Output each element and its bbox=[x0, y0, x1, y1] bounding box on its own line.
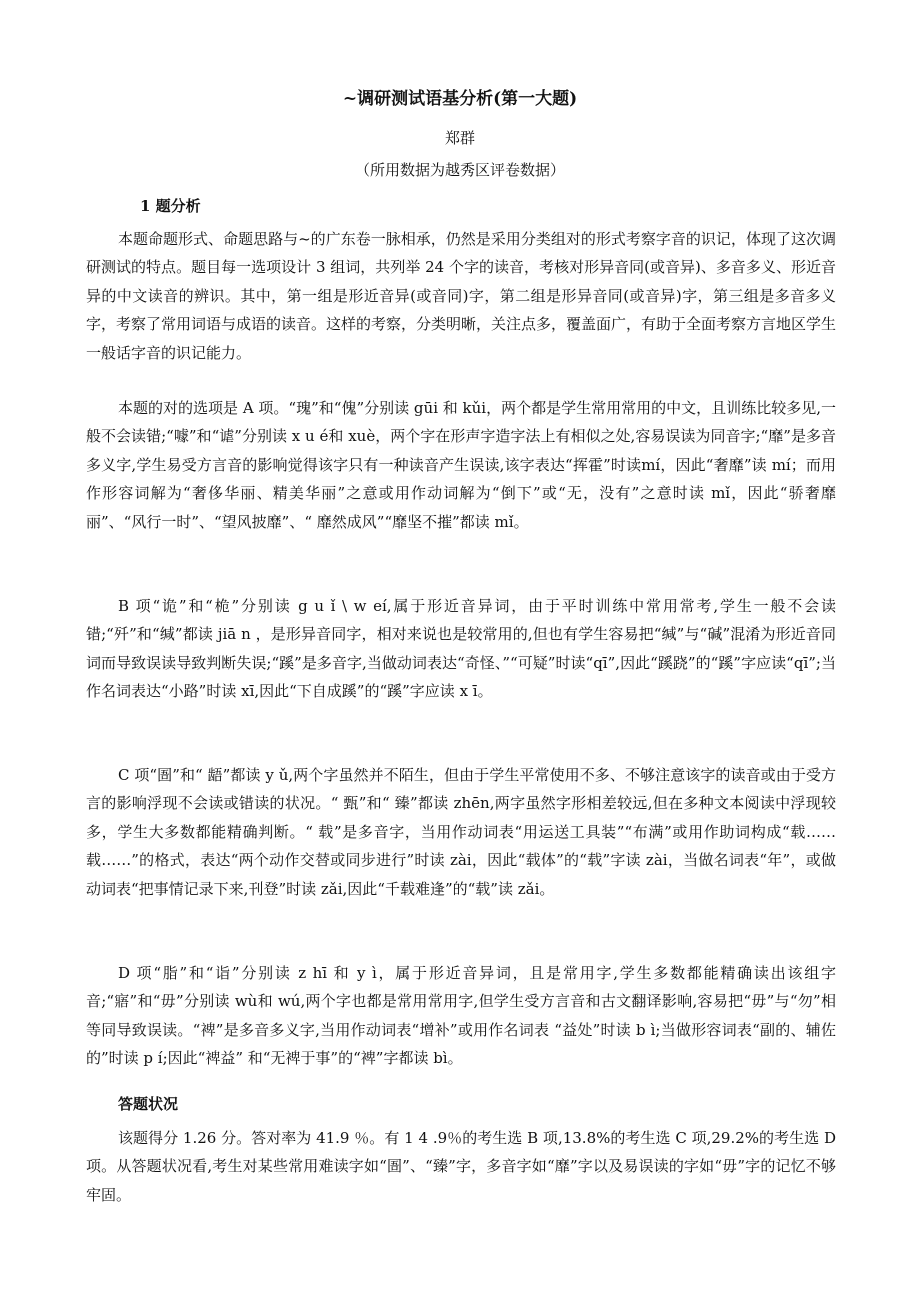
section-heading-question-analysis: 1 题分析 bbox=[140, 197, 201, 215]
paragraph-answer-status: 该题得分 1.26 分。答对率为 41.9 ％。有 1 4 .9％的考生选 B 项,13.8%的考生选 C 项,29.2%的考生选 D 项。从答题状况看,考生对某些常用难读字如“圄”、“臻”字，多音字如“靡”字以及易误读的字如“毋”字的记忆不够牢固。 bbox=[86, 1129, 836, 1204]
paragraph-overview: 本题命题形式、命题思路与~的广东卷一脉相承，仍然是采用分类组对的形式考察字音的识记，体现了这次调研测试的特点。题目每一选项设计 3 组词，共列举 24 个字的读音，考核对形异音同(或音异)、多音多义、形近音异的中文读音的辨识。其中，第一组是形近音异(或音同)字，第二组是形异音同(或音异)字，第三组是多音多义字，考察了常用词语与成语的读音。这样的考察，分类明晰，关注点多，覆盖面广，有助于全面考察方言地区学生一般话字音的识记能力。 bbox=[86, 230, 837, 362]
section-heading-answer-status: 答题状况 bbox=[118, 1095, 179, 1113]
author-name: 郑群 bbox=[444, 129, 475, 147]
document-title: ~调研测试语基分析(第一大题) bbox=[342, 89, 578, 109]
paragraph-option-c: C 项“圄”和“ 龉”都读 y ǔ,两个字虽然并不陌生，但由于学生平常使用不多、不够注意该字的读音或由于受方言的影响浮现不会读或错读的状况。“ 甄”和“ 臻”都读 zhēn,两字虽然字形相差较远,但在多种文本阅读中浮现较多，学生大多数都能精确判断。“ 载”是多音字，当用作动词表“用运送工具装”“布满”或用作助词构成“载……载……”的格式，表达“两个动作交替或同步进行”时读 zài，因此“载体”的“载”字读 zài，当做名词表“年”，或做动词表“把事情记录下来,刊登”时读 zǎi,因此“千载难逢”的“载”读 zǎi。 bbox=[86, 766, 836, 898]
data-source-note: （所用数据为越秀区评卷数据） bbox=[354, 161, 565, 179]
paragraph-option-d: D 项“脂”和“诣”分别读 z hī 和 y ì，属于形近音异词，且是常用字,学生多数都能精确读出该组字音;“寤”和“毋”分别读 wù和 wú,两个字也都是常用常用字,但学生受方言音和古文翻译影响,容易把“毋”与“勿”相等同导致误读。“裨”是多音多义字,当用作动词表“增补”或用作名词表 “益处”时读 b ì;当做形容词表“副的、辅佐的”时读 p í;因此“裨益” 和“无裨于事”的“裨”字都读 bì。 bbox=[86, 964, 836, 1068]
paragraph-option-b: B 项“诡”和“桅”分别读 g u ǐ \ w eí,属于形近音异词，由于平时训练中常用常考,学生一般不会读错;“歼”和“缄”都读 jiā n ，是形异音同字，相对来说也是较常用的,但也有学生容易把“缄”与“碱”混淆为形近音同词而导致误读导致判断失误;“蹊”是多音字,当做动词表达“奇怪、”“可疑”时读“qī”,因此“蹊跷”的“蹊”字应读“qī”;当作名词表达“小路”时读 xī,因此“下自成蹊”的“蹊”字应读 x ī。 bbox=[86, 597, 836, 701]
paragraph-option-a: 本题的对的选项是 A 项。“瑰”和“傀”分别读 gūi 和 kǔi，两个都是学生常用常用的中文，且训练比较多见,一般不会读错;“噱”和“谑”分别读 x u é和 xuè，两个字在形声字造字法上有相似之处,容易误读为同音字;“靡”是多音多义字,学生易受方言音的影响觉得该字只有一种读音产生误读,该字表达“挥霍”时读mí，因此“奢靡”读 mí；而用作形容词解为“奢侈华丽、精美华丽”之意或用作动词解为“倒下”或“无，没有”之意时读 mǐ，因此“骄奢靡丽”、“风行一时”、“望风披靡”、“ 靡然成风”“靡坚不摧”都读 mǐ。 bbox=[86, 399, 836, 531]
